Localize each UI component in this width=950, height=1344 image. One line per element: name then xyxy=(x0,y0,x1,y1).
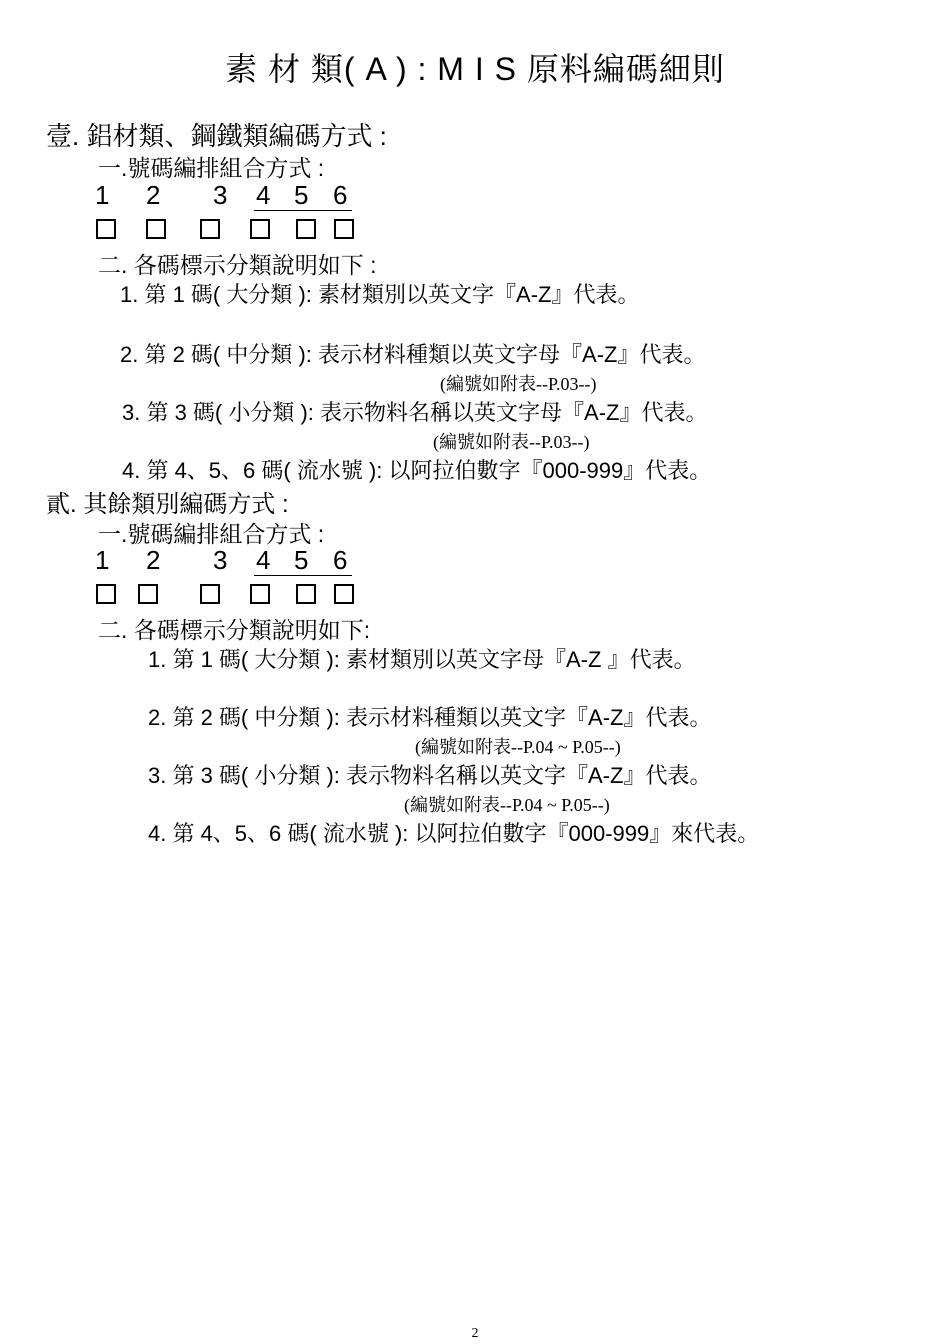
section2-item-4: 4. 第 4、5、6 碼( 流水號 ): 以阿拉伯數字『000-999』來代表。 xyxy=(148,821,760,846)
code-box xyxy=(96,219,116,239)
section2-explain-label: 二. 各碼標示分類說明如下: xyxy=(98,617,371,643)
digit-6: 6 xyxy=(333,180,348,210)
digit-3: 3 xyxy=(213,545,228,575)
code-box xyxy=(334,584,354,604)
section1-item-2: 2. 第 2 碼( 中分類 ): 表示材料種類以英文字母『A-Z』代表。 xyxy=(120,342,706,367)
code-box xyxy=(200,219,220,239)
section1-heading: 壹. 鋁材類、鋼鐵類編碼方式 : xyxy=(46,121,387,151)
digit-2: 2 xyxy=(146,180,161,210)
digit-6: 6 xyxy=(333,545,348,575)
digit-4: 4 xyxy=(256,545,271,575)
section1-ref-1: (編號如附表--P.03--) xyxy=(440,374,597,394)
section1-ref-2: (編號如附表--P.03--) xyxy=(433,432,590,452)
digit-5: 5 xyxy=(294,545,309,575)
code-box xyxy=(250,219,270,239)
code-box xyxy=(146,219,166,239)
digit-5: 5 xyxy=(294,180,309,210)
digit-2: 2 xyxy=(146,545,161,575)
section2-item-1: 1. 第 1 碼( 大分類 ): 素材類別以英文字母『A-Z 』代表。 xyxy=(148,647,696,672)
serial-underline xyxy=(254,210,352,211)
page-number: 2 xyxy=(471,1326,479,1341)
code-box xyxy=(200,584,220,604)
section2-box-row xyxy=(0,584,950,606)
section1-item-1: 1. 第 1 碼( 大分類 ): 素材類別以英文字『A-Z』代表。 xyxy=(120,282,640,307)
code-box xyxy=(138,584,158,604)
code-box xyxy=(334,219,354,239)
section2-ref-1: (編號如附表--P.04 ~ P.05--) xyxy=(415,737,621,757)
code-box xyxy=(96,584,116,604)
section1-item-4: 4. 第 4、5、6 碼( 流水號 ): 以阿拉伯數字『000-999』代表。 xyxy=(122,458,712,483)
section1-layout-label: 一.號碼編排組合方式 : xyxy=(98,155,325,181)
section2-ref-2: (編號如附表--P.04 ~ P.05--) xyxy=(404,795,610,815)
section2-layout-label: 一.號碼編排組合方式 : xyxy=(98,521,325,547)
section1-box-row xyxy=(0,219,950,241)
page-title: 素 材 類( A ) : M I S 原料編碼細則 xyxy=(225,51,725,87)
section2-item-3: 3. 第 3 碼( 小分類 ): 表示物料名稱以英文字『A-Z』代表。 xyxy=(148,763,712,788)
section2-digit-row xyxy=(0,545,950,577)
section1-item-3: 3. 第 3 碼( 小分類 ): 表示物料名稱以英文字母『A-Z』代表。 xyxy=(122,400,708,425)
code-box xyxy=(296,584,316,604)
digit-1: 1 xyxy=(95,545,110,575)
section2-heading: 貳. 其餘類別編碼方式 : xyxy=(46,491,289,518)
digit-1: 1 xyxy=(95,180,110,210)
section2-item-2: 2. 第 2 碼( 中分類 ): 表示材料種類以英文字『A-Z』代表。 xyxy=(148,705,712,730)
code-box xyxy=(296,219,316,239)
section1-explain-label: 二. 各碼標示分類說明如下 : xyxy=(98,252,377,278)
section1-digit-row xyxy=(0,180,950,212)
digit-3: 3 xyxy=(213,180,228,210)
digit-4: 4 xyxy=(256,180,271,210)
code-box xyxy=(250,584,270,604)
serial-underline xyxy=(254,575,352,576)
